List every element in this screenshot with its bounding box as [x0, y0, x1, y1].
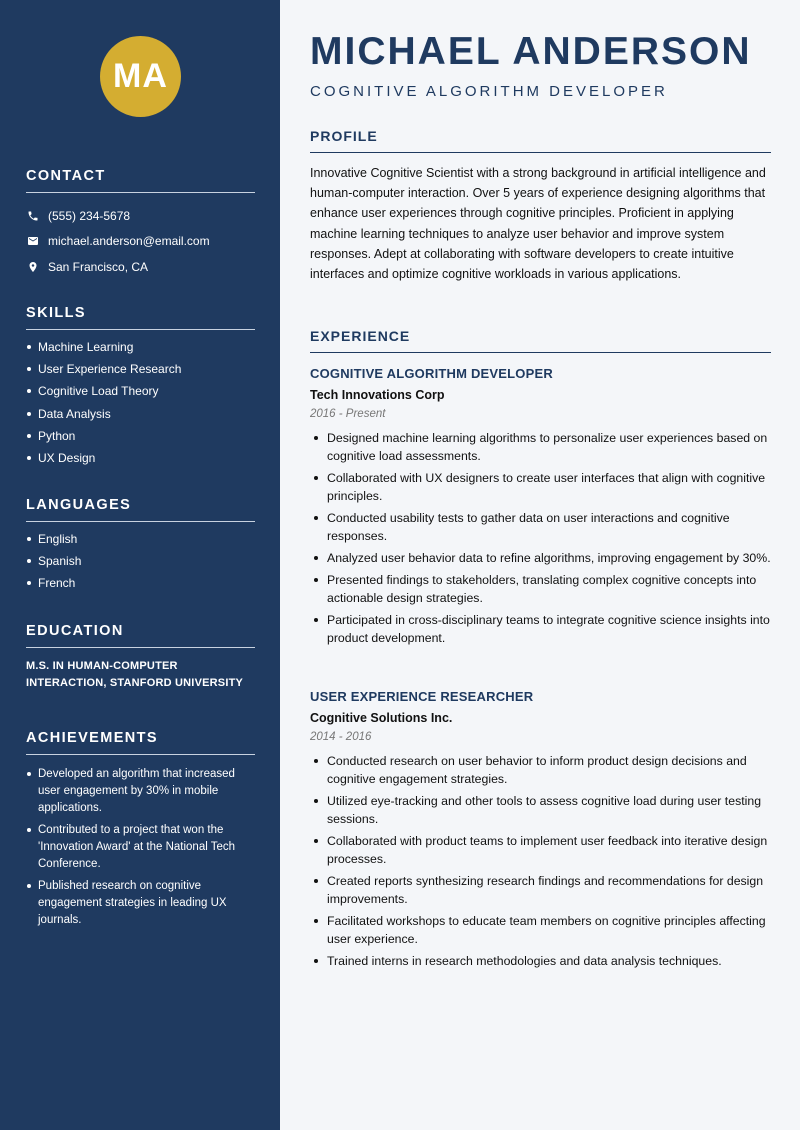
job-title: USER EXPERIENCE RESEARCHER — [310, 689, 534, 704]
job-title: COGNITIVE ALGORITHM DEVELOPER — [310, 366, 553, 381]
job-bullet: Collaborated with product teams to implement user feedback into iterative design processes. — [310, 832, 771, 868]
job-dates: 2016 - Present — [310, 408, 386, 420]
contact-phone — [26, 203, 255, 229]
profile-heading: PROFILE — [310, 128, 771, 153]
language-item: Spanish — [26, 554, 255, 568]
skill-item: Machine Learning — [26, 340, 255, 354]
job-bullet: Created reports synthesizing research findings and recommendations for design improvements. — [310, 872, 771, 908]
profile-summary: Innovative Cognitive Scientist with a strong background in artificial intelligence and human-computer interaction. Over 5 years of experience designing algorithms that enhance user experiences through cognitive principles. Proficient in applying machine learning techniques to analyze user behavior and improve system responses. Adept at collaborating with software developers to create intuitive interfaces and optimize cognitive workloads in various applications. — [310, 166, 766, 282]
education-degree: M.S. IN HUMAN-COMPUTER INTERACTION, STANFORD UNIVERSITY — [26, 660, 244, 689]
achievement-item: Published research on cognitive engagement strategies in leading UX journals. — [26, 878, 255, 929]
experience-section — [310, 328, 771, 353]
job-bullet: Conducted research on user behavior to inform product design decisions and cognitive engagement strategies. — [310, 752, 771, 788]
languages-list — [26, 532, 255, 590]
candidate-name: MICHAEL ANDERSON — [310, 30, 752, 73]
experience-heading: EXPERIENCE — [310, 328, 771, 353]
job-bullet: Presented findings to stakeholders, translating complex cognitive concepts into actionable design strategies. — [310, 571, 771, 607]
phone-icon — [26, 209, 40, 223]
job-bullet: Analyzed user behavior data to refine algorithms, improving engagement by 30%. — [310, 549, 771, 567]
education-heading: EDUCATION — [26, 623, 255, 648]
job-bullet: Collaborated with UX designers to create user interfaces that align with cognitive principles. — [310, 469, 771, 505]
profile-section — [310, 128, 771, 284]
location-pin-icon — [26, 260, 40, 274]
education-section — [26, 623, 255, 692]
job-bullet: Conducted usability tests to gather data on user interactions and cognitive responses. — [310, 509, 771, 545]
achievement-item: Developed an algorithm that increased user engagement by 30% in mobile applications. — [26, 766, 255, 817]
job-entry — [310, 366, 771, 651]
contact-heading: CONTACT — [26, 168, 255, 193]
job-bullet: Utilized eye-tracking and other tools to assess cognitive load during user testing sessions. — [310, 792, 771, 828]
job-dates: 2014 - 2016 — [310, 731, 372, 743]
skills-section — [26, 305, 255, 473]
languages-section — [26, 497, 255, 599]
achievements-heading: ACHIEVEMENTS — [26, 730, 255, 755]
job-bullet: Trained interns in research methodologies and data analysis techniques. — [310, 952, 771, 970]
skill-item: Data Analysis — [26, 407, 255, 421]
contact-email-text: michael.anderson@email.com — [48, 234, 210, 249]
job-bullet: Participated in cross-disciplinary teams to integrate cognitive science insights into product development. — [310, 611, 771, 647]
email-icon — [26, 234, 40, 248]
skill-item: Python — [26, 429, 255, 443]
contact-email — [26, 229, 255, 255]
achievements-list — [26, 766, 255, 929]
achievements-section — [26, 730, 255, 934]
language-item: French — [26, 576, 255, 590]
skills-heading: SKILLS — [26, 305, 255, 330]
avatar: MA — [100, 36, 181, 117]
sidebar — [0, 0, 280, 1130]
language-item: English — [26, 532, 255, 546]
contact-phone-text: (555) 234-5678 — [48, 208, 131, 223]
job-company: Cognitive Solutions Inc. — [310, 711, 453, 725]
contact-location-text: San Francisco, CA — [48, 259, 149, 274]
contact-location — [26, 254, 255, 280]
skills-list — [26, 340, 255, 465]
languages-heading: LANGUAGES — [26, 497, 255, 522]
skill-item: User Experience Research — [26, 362, 255, 376]
candidate-role: COGNITIVE ALGORITHM DEVELOPER — [310, 83, 668, 100]
job-company: Tech Innovations Corp — [310, 388, 445, 402]
job-entry — [310, 689, 771, 974]
skill-item: UX Design — [26, 451, 255, 465]
contact-section — [26, 168, 255, 280]
job-bullets — [310, 429, 771, 647]
job-bullet: Facilitated workshops to educate team members on cognitive principles affecting user experience. — [310, 912, 771, 948]
skill-item: Cognitive Load Theory — [26, 384, 255, 398]
contact-list — [26, 203, 255, 280]
job-bullets — [310, 752, 771, 970]
achievement-item: Contributed to a project that won the 'Innovation Award' at the National Tech Conference. — [26, 822, 255, 873]
job-bullet: Designed machine learning algorithms to personalize user experiences based on cognitive load assessments. — [310, 429, 771, 465]
